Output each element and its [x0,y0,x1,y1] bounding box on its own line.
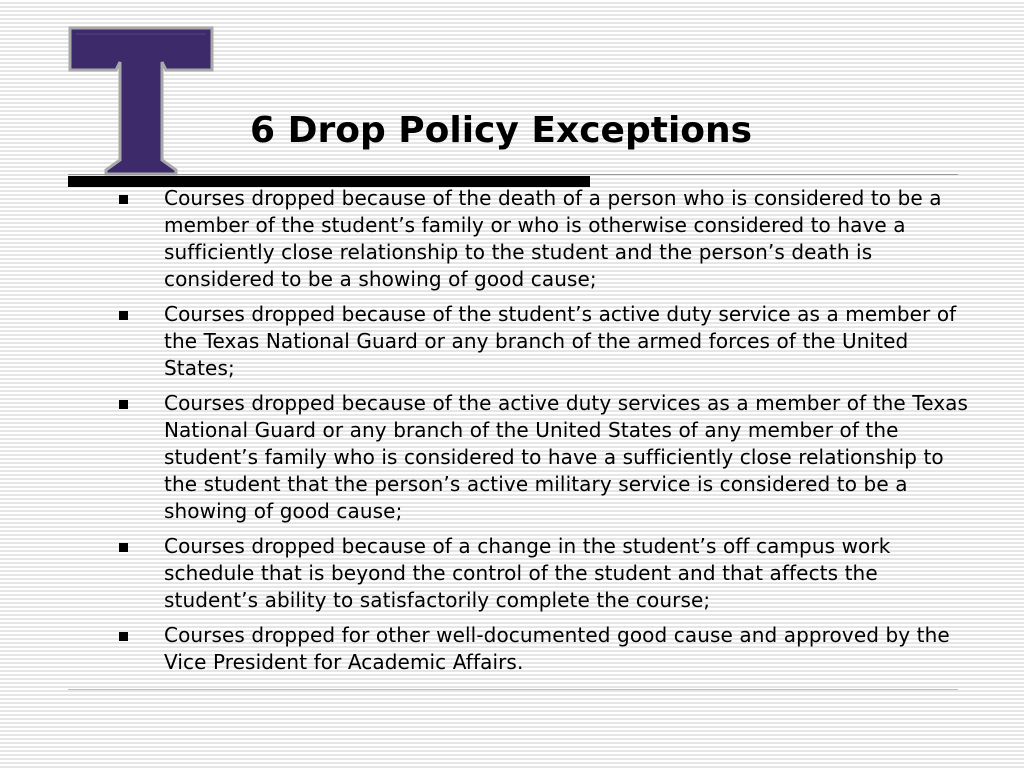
square-bullet-icon [119,400,128,409]
bullet-item [110,301,970,382]
bullet-list [110,185,970,684]
bullet-item [110,533,970,614]
bullet-text: Courses dropped because of a change in the student’s off campus work schedule that is beyond the control of the student and that affects the student’s ability to satisfactorily complete the course; [164,534,891,612]
bullet-text: Courses dropped because of the death of a person who is considered to be a member of the student’s family or who is otherwise considered to have a sufficiently close relationship to the student and the person’s death is considered to be a showing of good cause; [164,186,942,291]
bullet-item [110,390,970,525]
square-bullet-icon [119,311,128,320]
square-bullet-icon [119,195,128,204]
bullet-text: Courses dropped because of the active duty services as a member of the Texas National Guard or any branch of the United States of any member of the student’s family who is considered to have a sufficiently close relationship to the student that the person’s active military service is considered to be a showing of good cause; [164,391,969,523]
letter-t-logo-icon [66,24,216,176]
square-bullet-icon [119,543,128,552]
footer-divider [68,689,958,690]
bullet-text: Courses dropped because of the student’s active duty service as a member of the Texas National Guard or any branch of the armed forces of the United States; [164,302,957,380]
bullet-text: Courses dropped for other well-documented good cause and approved by the Vice President for Academic Affairs. [164,623,950,674]
bullet-item [110,622,970,676]
title-divider-thin [68,174,958,175]
bullet-item [110,185,970,293]
square-bullet-icon [119,632,128,641]
slide-title: 6 Drop Policy Exceptions [250,110,753,151]
